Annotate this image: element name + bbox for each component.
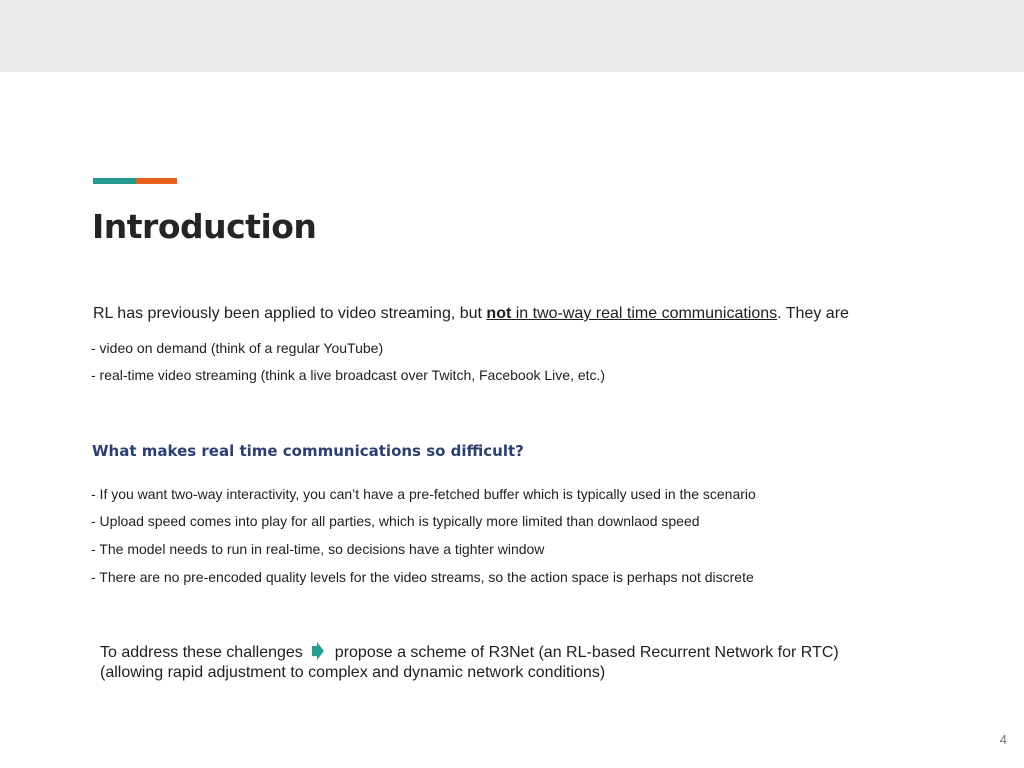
conclusion-line-2: (allowing rapid adjustment to complex and dynamic network conditions) [100, 664, 606, 681]
conclusion-line-1 [100, 642, 839, 665]
difficulty-item-interactivity: - If you want two-way interactivity, you can’t have a pre-fetched buffer which is typically used in the scenario [91, 486, 756, 502]
accent-teal-segment [93, 178, 136, 184]
conclusion-rest: propose a scheme of R3Net (an RL-based Recurrent Network for RTC) [334, 644, 839, 661]
intro-sentence [93, 305, 849, 323]
difficulty-item-action-space: - There are no pre-encoded quality levels for the video streams, so the action space is perhaps not discrete [91, 569, 754, 585]
difficulty-item-upload-speed: - Upload speed comes into play for all parties, which is typically more limited than downlaod speed [91, 513, 700, 529]
conclusion-lead: To address these challenges [100, 644, 303, 661]
example-item-video-on-demand: - video on demand (think of a regular YouTube) [91, 340, 384, 356]
right-arrow-icon [311, 642, 325, 665]
intro-underlined-phrase: in two-way real time communications [511, 305, 778, 322]
page-number: 4 [999, 732, 1007, 747]
intro-emphasis: not [486, 305, 512, 322]
header-band [0, 0, 1024, 72]
intro-suffix: . They are [777, 305, 849, 322]
example-item-live-streaming: - real-time video streaming (think a live broadcast over Twitch, Facebook Live, etc.) [91, 367, 606, 383]
accent-orange-segment [136, 178, 177, 184]
difficulty-heading: What makes real time communications so difficult? [92, 442, 524, 460]
slide-title: Introduction [92, 207, 317, 246]
difficulty-item-real-time: - The model needs to run in real-time, so decisions have a tighter window [91, 541, 545, 557]
intro-prefix: RL has previously been applied to video streaming, but [93, 305, 487, 322]
title-accent-bar [93, 178, 177, 184]
